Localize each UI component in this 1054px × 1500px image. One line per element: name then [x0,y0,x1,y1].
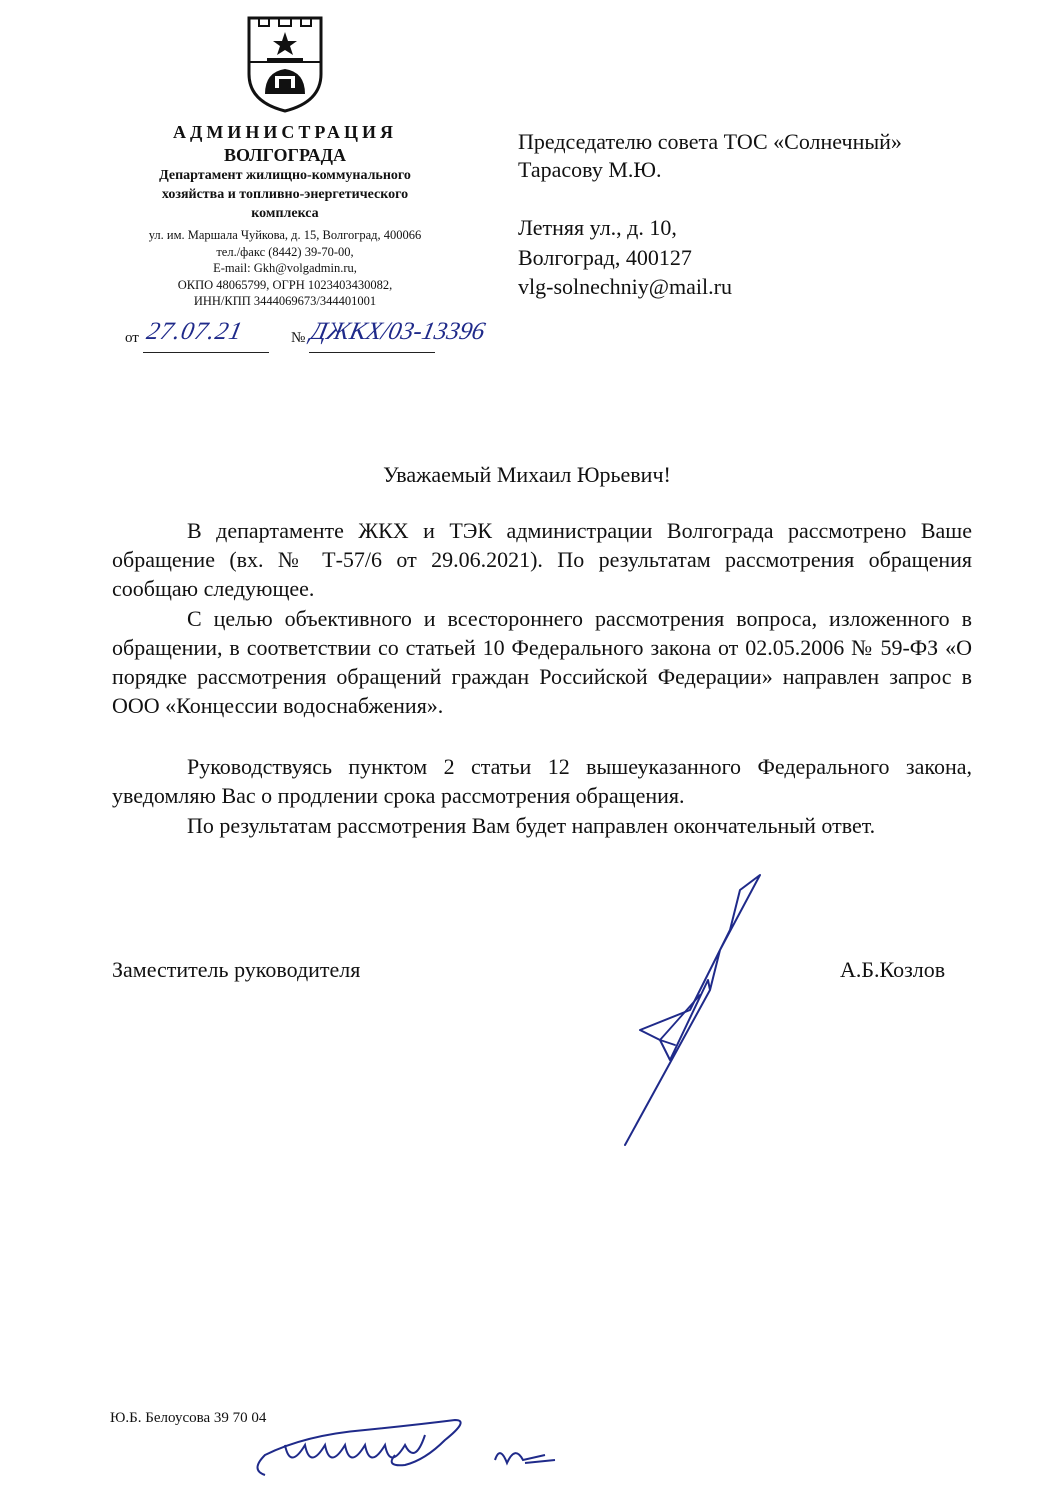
department-address: ул. им. Маршала Чуйкова, д. 15, Волгоград, 400066 [148,228,422,242]
registration-number: ДЖКХ/03-13396 [308,318,488,345]
signatory-position: Заместитель руководителя [112,957,361,982]
department-email: E-mail: Gkh@volgadmin.ru, [213,261,357,275]
department-contacts [110,227,460,310]
department-line1: Департамент жилищно-коммунального [159,168,411,183]
greeting: Уважаемый Михаил Юрьевич! [383,462,671,487]
body-paragraph-3: Руководствуясь пунктом 2 статьи 12 вышеуказанного Федерального закона, уведомляю Вас о продлении срока рассмотрения обращения. [112,754,972,808]
addressee-title: Председателю совета ТОС «Солнечный» [518,129,902,154]
number-prefix: № [291,330,306,346]
department-okpo: ОКПО 48065799, ОГРН 1023403430082, [177,277,393,292]
handwritten-signature-icon [600,870,800,1160]
department-name [110,166,460,223]
body-paragraph-1: В департаменте ЖКХ и ТЭК администрации Волгограда рассмотрено Ваше обращение (вх. № Т-57/6 от 29.06.2021). По результатам рассмотрения обращения сообщаю следующее. [112,518,972,601]
department-inn: ИНН/КПП 3444069673/344401001 [193,294,377,308]
department-line3: комплекса [251,206,319,221]
date-prefix: от [125,330,139,346]
signatory-name: А.Б.Козлов [840,957,946,982]
registration-date: 27.07.21 [144,318,246,345]
org-name-line1: АДМИНИСТРАЦИЯ [172,122,398,142]
department-line2: хозяйства и топливно-энергетического [161,187,409,202]
addressee-city: Волгоград, 400127 [518,245,692,270]
date-underline [143,352,269,353]
body-paragraph-4: По результатам рассмотрения Вам будет направлен окончательный ответ. [187,813,876,838]
department-phone: тел./факс (8442) 39-70-00, [216,244,354,259]
body-paragraph-2: С целью объективного и всестороннего рассмотрения вопроса, изложенного в обращении, в соответствии со статьей 10 Федерального закона от 02.05.2006 № 59-ФЗ «О порядке рассмотрения обращений граждан Российской Федерации» направлен запрос в ООО «Концессии водоснабжения». [112,606,972,718]
executor-signature-icon [245,1415,575,1490]
number-underline [309,352,435,353]
addressee-street: Летняя ул., д. 10, [518,215,677,240]
volgograd-coat-of-arms-icon [245,14,325,114]
addressee-name: Тарасову М.Ю. [518,157,662,182]
addressee-email: vlg-solnechniy@mail.ru [518,274,732,299]
org-name-line2: ВОЛГОГРАДА [223,145,347,165]
executor-contact: Ю.Б. Белоусова 39 70 04 [110,1410,267,1426]
registration-line [125,316,525,356]
